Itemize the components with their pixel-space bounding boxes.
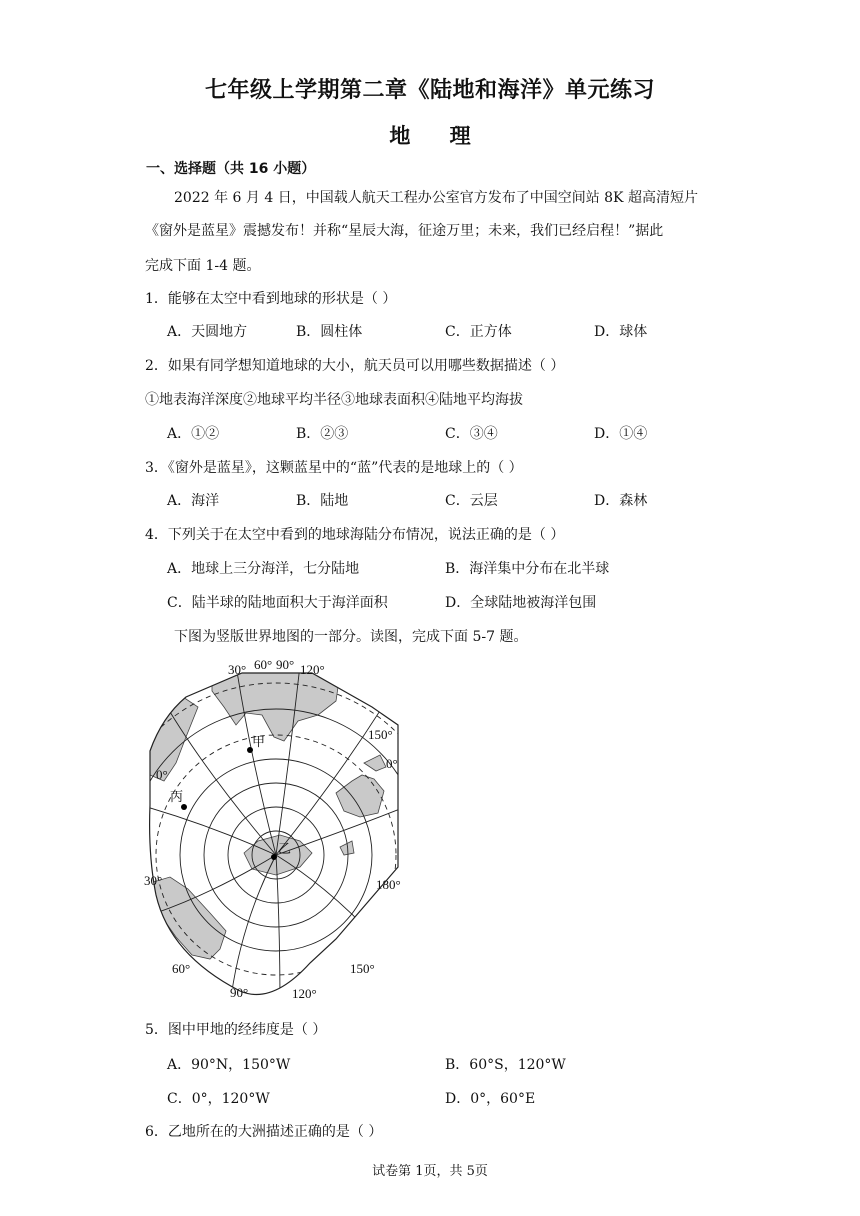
question-3-option-b[interactable]: B．陆地 xyxy=(296,493,349,509)
question-2-option-c[interactable]: C．③④ xyxy=(445,426,498,442)
label-right-180: 180° xyxy=(376,877,401,892)
label-bottom-120: 120° xyxy=(292,986,317,1001)
label-bing: 丙 xyxy=(170,790,184,805)
label-top-90: 90° xyxy=(276,657,295,672)
label-left-30: 30° xyxy=(144,873,163,888)
label-bottom-60: 60° xyxy=(172,961,191,976)
question-1-option-a[interactable]: A．天圆地方 xyxy=(167,324,248,340)
question-4-option-d[interactable]: D．全球陆地被海洋包围 xyxy=(445,595,597,611)
page-title: 七年级上学期第二章《陆地和海洋》单元练习 xyxy=(204,78,655,103)
question-4-option-a[interactable]: A．地球上三分海洋，七分陆地 xyxy=(167,561,360,577)
intro-line-3: 完成下面 1-4 题。 xyxy=(145,258,261,274)
question-1-option-b[interactable]: B．圆柱体 xyxy=(296,324,363,340)
question-2-stem: 2．如果有同学想知道地球的大小，航天员可以用哪些数据描述（ ） xyxy=(145,358,565,374)
label-left-0: 0° xyxy=(156,767,168,782)
question-2-option-d[interactable]: D．①④ xyxy=(594,426,648,442)
question-4-stem: 4．下列关于在太空中看到的地球海陆分布情况，说法正确的是（ ） xyxy=(145,527,565,543)
question-6-stem: 6．乙地所在的大洲描述正确的是（ ） xyxy=(145,1124,383,1140)
label-right-150: 150° xyxy=(368,727,393,742)
label-bottom-150: 150° xyxy=(350,961,375,976)
label-top-120: 120° xyxy=(300,662,325,677)
question-5-option-a[interactable]: A．90°N，150°W xyxy=(167,1057,291,1073)
label-top-60: 60° xyxy=(254,657,273,672)
question-3-stem: 3．《窗外是蓝星》，这颗蓝星中的“蓝”代表的是地球上的（ ） xyxy=(145,460,523,476)
question-4-option-b[interactable]: B．海洋集中分布在北半球 xyxy=(445,561,610,577)
label-yi: 乙 xyxy=(278,842,292,857)
question-5-option-c[interactable]: C．0°，120°W xyxy=(167,1091,270,1107)
page-footer: 试卷第 1页，共 5页 xyxy=(372,1164,488,1179)
question-1-option-c[interactable]: C．正方体 xyxy=(445,324,512,340)
question-5-option-d[interactable]: D．0°，60°E xyxy=(445,1091,536,1107)
point-yi xyxy=(271,854,277,860)
question-2-items: ①地表海洋深度②地球平均半径③地球表面积④陆地平均海拔 xyxy=(145,392,523,408)
label-right-0: 0° xyxy=(386,756,398,771)
label-bottom-90: 90° xyxy=(230,985,249,1000)
label-top-30: 30° xyxy=(228,662,247,677)
question-3-option-c[interactable]: C．云层 xyxy=(445,493,498,509)
label-jia: 甲 xyxy=(252,735,266,750)
map-body xyxy=(140,655,410,1005)
question-1-option-d[interactable]: D．球体 xyxy=(594,324,648,340)
question-5-stem: 5．图中甲地的经纬度是（ ） xyxy=(145,1022,327,1038)
question-2-option-a[interactable]: A．①② xyxy=(167,426,220,442)
intro-line-1: 2022 年 6 月 4 日，中国载人航天工程办公室官方发布了中国空间站 8K 超高清短片 xyxy=(174,190,698,206)
map-intro: 下图为竖版世界地图的一部分。读图，完成下面 5-7 题。 xyxy=(174,629,528,645)
world-map-figure xyxy=(140,655,410,1005)
question-3-option-d[interactable]: D．森林 xyxy=(594,493,648,509)
question-4-option-c[interactable]: C．陆半球的陆地面积大于海洋面积 xyxy=(167,595,388,611)
question-1-stem: 1．能够在太空中看到地球的形状是（ ） xyxy=(145,291,397,307)
question-2-option-b[interactable]: B．②③ xyxy=(296,426,349,442)
question-5-option-b[interactable]: B．60°S，120°W xyxy=(445,1057,566,1073)
section-heading: 一、选择题（共 16 小题） xyxy=(146,161,316,177)
intro-line-2: 《窗外是蓝星》震撼发布！并称“星辰大海，征途万里；未来，我们已经启程！”据此 xyxy=(145,223,664,239)
subject-title: 地 理 xyxy=(389,124,487,148)
question-3-option-a[interactable]: A．海洋 xyxy=(167,493,220,509)
